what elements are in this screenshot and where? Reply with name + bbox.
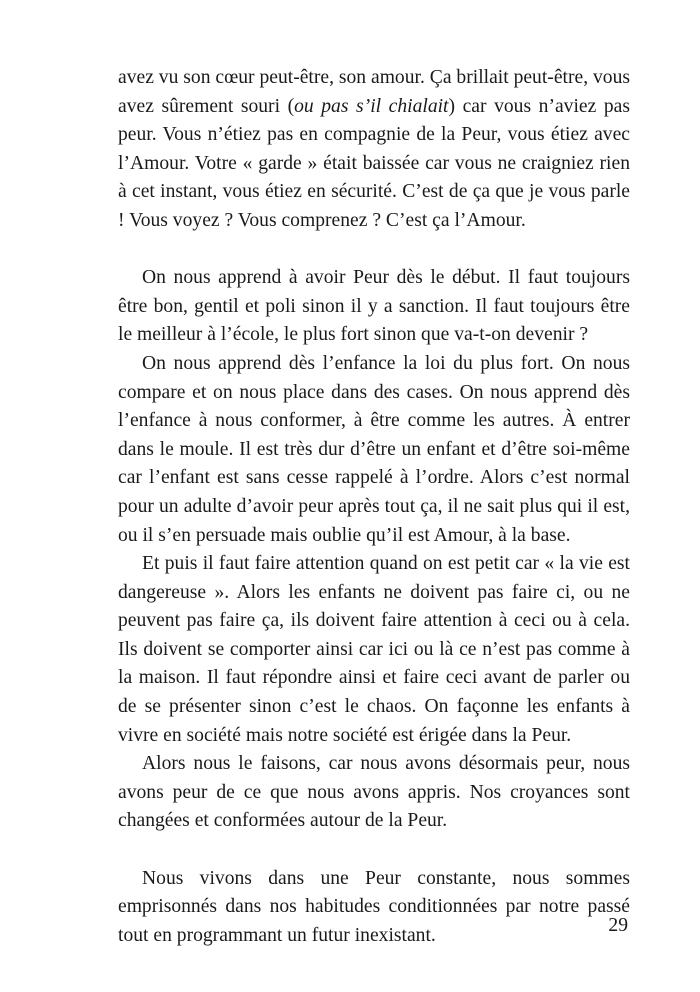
paragraph-1-end: ) car vous n’aviez pas peur. Vous n’étiez pas en compagnie de la Peur, vous étiez avec l’Amour. Votre « garde » était baissée car vous ne craigniez rien à cet instant, vous étiez en sécurité. C’est de ça que je vous parle ! Vous voyez ? Vous comprenez ? C’est ça l’Amour. (118, 95, 630, 231)
paragraph-2: On nous apprend à avoir Peur dès le début. Il faut toujours être bon, gentil et poli sinon il y a sanction. Il faut toujours être le meilleur à l’école, le plus fort sinon que va-t-on devenir ? (118, 267, 630, 346)
paragraph-1-start: avez vu son cœur peut-être, son amour. Ça brillait peut-être, vous avez sûrement souri ( (118, 67, 631, 117)
paragraph-6: Nous vivons dans une Peur constante, nous sommes emprisonnés dans nos habitudes conditionnées par notre passé tout en programmant un futur inexistant. (118, 867, 630, 946)
paragraph-3: On nous apprend dès l’enfance la loi du plus fort. On nous compare et on nous place dans des cases. On nous apprend dès l’enfance à nous conformer, à être comme les autres. À entrer dans le moule. Il est très dur d’être un enfant et d’être soi-même car l’enfant est sans cesse rappelé à l’ordre. Alors c’est normal pour un adulte d’avoir peur après tout ça, il ne sait plus qui il est, ou il s’en persuade mais oublie qu’il est Amour, à la base. (118, 352, 630, 546)
paragraph-4: Et puis il faut faire attention quand on est petit car « la vie est dangereuse ». Alors les enfants ne doivent pas faire ci, ou ne peuvent pas faire ça, ils doivent faire attention à ceci ou à cela. Ils doivent se comporter ainsi car ici ou là ce n’est pas comme à la maison. Il faut répondre ainsi et faire ceci avant de parler ou de se présenter sinon c’est le chaos. On façonne les enfants à vivre en société mais notre société est érigée dans la Peur. (118, 553, 630, 746)
paragraph-1 (118, 64, 630, 236)
page-body (118, 64, 630, 950)
page-number: 29 (608, 915, 628, 936)
paragraph-5: Alors nous le faisons, car nous avons désormais peur, nous avons peur de ce que nous avons appris. Nos croyances sont changées et conformées autour de la Peur. (118, 753, 630, 832)
paragraph-1-emphasis: ou pas s’il chialait (294, 95, 449, 117)
